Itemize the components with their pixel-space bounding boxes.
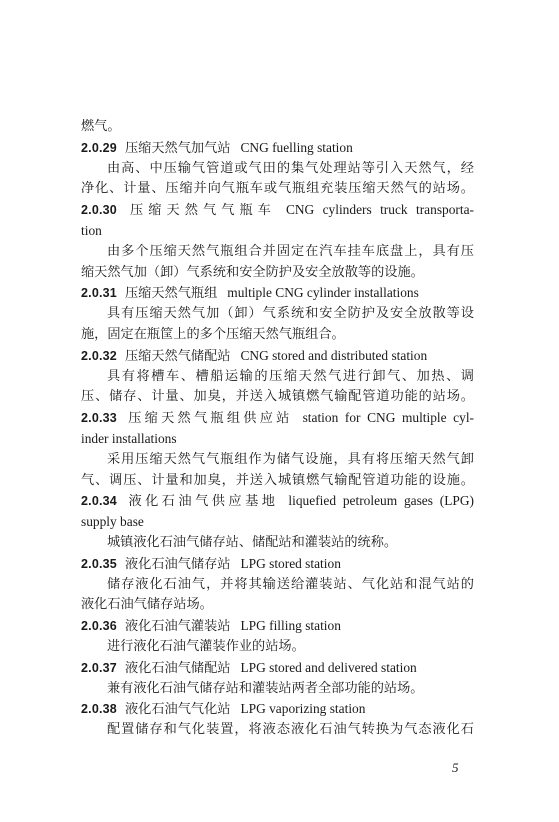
entry-definition-cont: 气、调压、计量和加臭，并送入城镇燃气输配管道功能的设施。: [81, 472, 474, 488]
entry-definition: 由多个压缩天然气瓶组合并固定在汽车挂车底盘上，具有压: [107, 243, 474, 259]
entry-heading: [81, 283, 474, 304]
entry-english-term-cont: supply base: [81, 514, 144, 530]
entry-english-term: LPG vaporizing station: [240, 701, 366, 717]
entry-definition: 城镇液化石油气储存站、储配站和灌装站的统称。: [107, 534, 398, 550]
page-number: 5: [452, 760, 459, 775]
entry-term: 压缩天然气储配站: [124, 348, 231, 364]
entry-heading: [81, 200, 474, 221]
entry-definition: 具有将槽车、槽船运输的压缩天然气进行卸气、加热、调: [107, 368, 474, 384]
entry-english-term: CNG stored and distributed station: [240, 347, 428, 363]
entry-number: 2.0.29: [81, 140, 117, 155]
entry-heading: [81, 491, 474, 512]
entry-heading: [81, 616, 474, 637]
entry-definition: 具有压缩天然气加（卸）气系统和安全防护及安全放散等设: [107, 306, 474, 322]
entry-term: 液化石油气储配站: [124, 660, 231, 676]
entry-number: 2.0.37: [81, 660, 117, 675]
entry-term: 液化石油气气化站: [124, 702, 231, 718]
entry-english-term: LPG stored and delivered station: [240, 659, 417, 675]
entry-number: 2.0.31: [81, 286, 117, 301]
entry-term: 压缩天然气瓶组供应站: [124, 411, 293, 427]
entry-english-term: LPG filling station: [240, 618, 341, 634]
entry-definition-cont: 施，固定在瓶筐上的多个压缩天然气瓶组合。: [81, 326, 345, 342]
entry-number: 2.0.30: [81, 203, 117, 218]
entry-number: 2.0.34: [81, 494, 117, 509]
intro-text: 燃气。: [81, 119, 121, 134]
entry-definition: 采用压缩天然气气瓶组作为储气设施，具有将压缩天然气卸: [107, 451, 474, 467]
entry-term: 液化石油气储存站: [124, 556, 231, 572]
entry-definition-cont: 缩天然气加（卸）气系统和安全防护及安全放散等的设施。: [81, 264, 424, 280]
entry-heading: [81, 699, 474, 720]
entry-heading: [81, 346, 474, 367]
entry-english-term: CNG fuelling station: [240, 139, 353, 155]
entry-definition: 配置储存和气化装置，将液态液化石油气转换为气态液化石: [107, 722, 474, 738]
entry-term: 压缩天然气加气站: [124, 140, 231, 156]
entry-term: 压缩天然气气瓶车: [124, 203, 276, 219]
entry-term: 压缩天然气瓶组: [124, 286, 218, 302]
entry-heading: [81, 138, 474, 159]
document-body: [81, 117, 474, 741]
entry-english-term: multiple CNG cylinder installations: [227, 285, 419, 301]
entry-definition: 由高、中压输气管道或气田的集气处理站等引入天然气，经: [107, 160, 474, 176]
entry-english-term: CNG cylinders truck transporta-: [285, 202, 475, 218]
entry-english-term-cont: tion: [81, 222, 102, 238]
entry-term: 液化石油气灌装站: [124, 619, 231, 635]
entry-heading: [81, 554, 474, 575]
entry-number: 2.0.38: [81, 702, 117, 717]
entry-definition-cont: 液化石油气储存站场。: [81, 597, 213, 613]
entry-definition-cont: 净化、计量、压缩并向气瓶车或气瓶组充装压缩天然气的站场。: [81, 181, 474, 197]
entry-definition: 兼有液化石油气储存站和灌装站两者全部功能的站场。: [107, 680, 424, 696]
entry-definition: 进行液化石油气灌装作业的站场。: [107, 638, 305, 654]
entry-number: 2.0.35: [81, 556, 117, 571]
entry-number: 2.0.33: [81, 411, 117, 426]
entry-english-term-cont: inder installations: [81, 430, 177, 446]
entry-english-term: liquefied petroleum gases (LPG): [288, 493, 474, 509]
entry-number: 2.0.32: [81, 348, 117, 363]
entry-english-term: station for CNG multiple cyl-: [302, 410, 475, 426]
entry-term: 液化石油气供应基地: [124, 494, 279, 510]
entry-english-term: LPG stored station: [240, 555, 341, 571]
entry-definition: 储存液化石油气，并将其输送给灌装站、气化站和混气站的: [107, 576, 474, 592]
entry-number: 2.0.36: [81, 619, 117, 634]
entry-definition-cont: 压、储存、计量、加臭，并送入城镇燃气输配管道功能的站场。: [81, 389, 474, 405]
entry-heading: [81, 658, 474, 679]
entry-heading: [81, 408, 474, 429]
